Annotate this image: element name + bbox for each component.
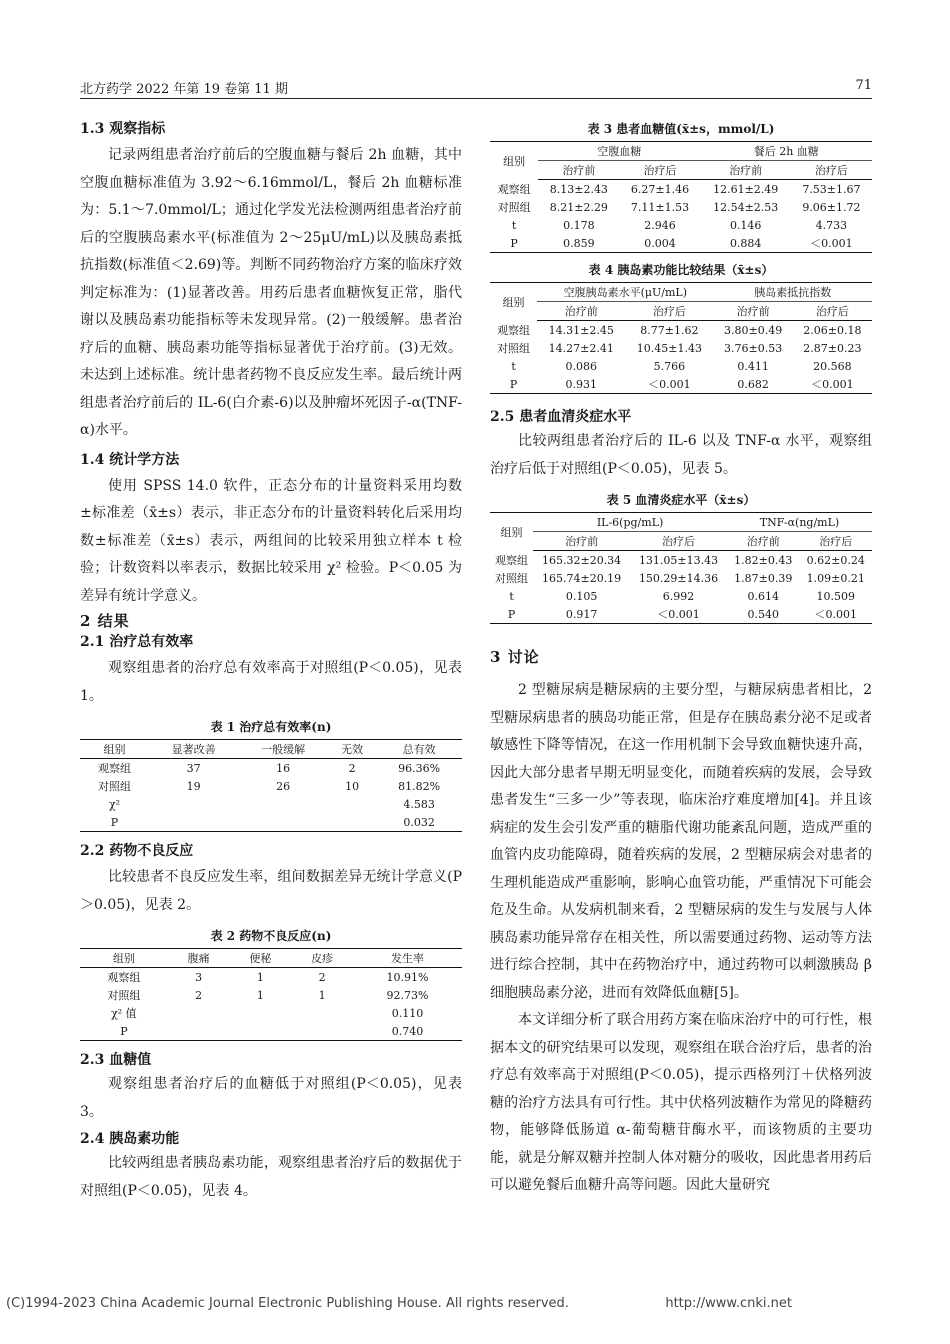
table-1-body — [80, 759, 462, 832]
table-cell: 0.105 — [565, 589, 598, 603]
table-cell: 131.05±13.43 — [638, 553, 719, 567]
table-cell: 7.53±1.67 — [802, 182, 861, 196]
table-4-subheader: 治疗前 — [713, 302, 792, 321]
table-5-group-header: TNF-α(ng/mL) — [727, 513, 872, 532]
table-row — [490, 357, 872, 375]
table-2-header-cell: 腹痛 — [168, 949, 230, 968]
table-cell: 4.583 — [403, 797, 435, 811]
table-5-subheader: 治疗后 — [800, 532, 873, 551]
table-cell: 0.62±0.24 — [806, 553, 865, 567]
table-row — [490, 234, 872, 253]
section-2-1-text: 观察组患者的治疗总有效率高于对照组(P＜0.05)，见表 1。 — [80, 660, 462, 704]
table-cell: 对照组 — [107, 989, 141, 1002]
table-3-caption: 表 3 患者血糖值(x̄±s，mmol/L) — [587, 122, 775, 136]
table-row — [80, 795, 462, 813]
table-1-header-cell: 组别 — [80, 740, 149, 759]
section-3-para-2: 本文详细分析了联合用药方案在临床治疗中的可行性，根据本文的研究结果可以发现，观察组在联合治疗后，患者的治疗总有效率高于对照组(P＜0.05)，提示西格列汀＋伏格列波糖的治疗方法具有可行性。其中伏格列波糖作为常见的降糖药物，能够降低肠道 α-葡萄糖苷酶水平，而该物质的主要功能，就是分解双糖并控制人体对糖分的吸收，因此患者用药后可以避免餐后血糖升高等问题。因此大量研究 — [490, 1012, 872, 1193]
table-cell: 37 — [186, 761, 201, 775]
table-cell: 观察组 — [495, 553, 529, 567]
table-4-subheader: 治疗后 — [793, 302, 872, 321]
table-cell: 0.614 — [747, 589, 779, 603]
table-1 — [80, 739, 462, 832]
section-1-3-text: 记录两组患者治疗前后的空腹血糖与餐后 2h 血糖，其中空腹血糖标准值为 3.92～6.16mmol/L，餐后 2h 血糖标准为：5.1～7.0mmol/L；通过化学发光法检测两组患者治疗前后的空腹胰岛素水平(标准值为 2～25μU/mL)以及胰岛素抵抗指数(标准值＜2.69)等。判断不同药物治疗方案的临床疗效判定标准为：(1)显著改善。用药后患者血糖恢复正常，脂代谢以及胰岛素功能指标等未发现异常。(2)一般缓解。患者治疗后的血糖、胰岛素功能等指标显著优于治疗前。(3)无效。未达到上述标准。统计患者药物不良反应发生率。最后统计两组患者治疗前后的 IL-6(白介素-6)以及肿瘤坏死因子-α(TNF-α)水平。 — [80, 147, 462, 438]
table-cell: 12.61±2.49 — [713, 182, 779, 196]
table-cell: P — [490, 605, 533, 624]
table-cell: 0.682 — [713, 375, 792, 394]
table-cell — [238, 795, 327, 813]
table-cell: 0.110 — [391, 1006, 424, 1020]
table-cell — [149, 795, 238, 813]
table-cell: 14.27±2.41 — [548, 341, 614, 355]
table-cell: 16 — [276, 761, 291, 775]
table-cell — [168, 1022, 230, 1041]
table-row — [490, 321, 872, 340]
table-cell: ＜0.001 — [791, 234, 872, 253]
table-4-corner: 组别 — [490, 283, 537, 321]
table-cell: 8.21±2.29 — [549, 200, 608, 214]
table-cell: 1 — [318, 988, 326, 1002]
table-cell: 观察组 — [107, 971, 141, 984]
table-row — [80, 1022, 462, 1041]
table-5-subheader: 治疗前 — [533, 532, 630, 551]
table-cell: 0.884 — [701, 234, 791, 253]
section-2-5-text: 比较两组患者治疗后的 IL-6 以及 TNF-α 水平，观察组治疗后低于对照组(P＜0.05)，见表 5。 — [490, 433, 872, 477]
table-cell — [328, 813, 376, 832]
table-cell: P — [490, 234, 538, 253]
table-3-subheader: 治疗后 — [619, 161, 700, 180]
table-cell: P — [80, 1022, 168, 1041]
table-cell: 19 — [186, 779, 201, 793]
table-2-header-cell: 发生率 — [353, 949, 462, 968]
table-cell — [230, 1004, 292, 1022]
table-cell: t — [511, 359, 516, 373]
table-cell: 1 — [256, 970, 264, 984]
left-column — [80, 118, 462, 1205]
table-1-header-cell: 显著改善 — [149, 740, 238, 759]
table-4 — [490, 282, 872, 394]
table-cell: 观察组 — [97, 762, 131, 775]
table-cell: 0.411 — [737, 359, 769, 373]
table-row — [490, 180, 872, 199]
table-cell: 4.733 — [815, 218, 848, 232]
table-cell: 2.87±0.23 — [803, 341, 862, 355]
section-2-4-text: 比较两组患者胰岛素功能，观察组患者治疗后的数据优于对照组(P＜0.05)，见表 4。 — [80, 1155, 462, 1199]
table-5-subheader: 治疗前 — [727, 532, 799, 551]
table-row — [80, 813, 462, 832]
section-2-2-title: 2.2 药物不良反应 — [80, 843, 194, 859]
table-cell — [291, 1022, 353, 1041]
table-cell: 6.992 — [662, 589, 695, 603]
table-cell: 2.06±0.18 — [803, 323, 862, 337]
table-row — [490, 216, 872, 234]
table-cell: 20.568 — [813, 359, 852, 373]
table-cell: 对照组 — [497, 342, 531, 355]
table-cell — [230, 1022, 292, 1041]
section-1-4-title: 1.4 统计学方法 — [80, 451, 180, 468]
table-cell: 1.82±0.43 — [734, 553, 793, 567]
table-cell: 81.82% — [398, 779, 441, 793]
table-row — [490, 375, 872, 394]
section-1-4-text: 使用 SPSS 14.0 软件，正态分布的计量资料采用均数±标准差（x̄±s）表示，非正态分布的计量资料转化后采用均数±标准差（x̄±s）表示，两组间的比较采用独立样本 t 检验；计数资料以率表示，数据比较采用 χ² 检验。P＜0.05 为差异有统计学意义。 — [80, 477, 462, 604]
table-2-header-cell: 皮疹 — [291, 949, 353, 968]
table-cell: 0.540 — [727, 605, 799, 624]
table-3 — [490, 141, 872, 253]
table-cell: 5.766 — [653, 359, 686, 373]
section-2-1-title: 2.1 治疗总有效率 — [80, 634, 194, 650]
copyright-notice: (C)1994-2023 China Academic Journal Electronic Publishing House. All rights reserved. — [6, 1296, 569, 1311]
section-2-3-title: 2.3 血糖值 — [80, 1052, 152, 1068]
table-row — [490, 605, 872, 624]
table-cell: ＜0.001 — [630, 605, 727, 624]
table-cell — [149, 813, 238, 832]
table-cell: 7.11±1.53 — [630, 200, 690, 214]
table-cell: 观察组 — [497, 323, 531, 337]
table-4-group-header: 空腹胰岛素水平(μU/mL) — [537, 283, 713, 302]
table-cell: ＜0.001 — [793, 375, 872, 394]
table-cell: 150.29±14.36 — [638, 571, 719, 585]
table-5 — [490, 512, 872, 624]
table-cell: 10.509 — [816, 589, 855, 603]
table-cell: 2.946 — [644, 218, 676, 232]
table-cell — [328, 795, 376, 813]
table-1-caption: 表 1 治疗总有效率(n) — [210, 720, 332, 734]
table-row — [80, 759, 462, 778]
table-4-caption: 表 4 胰岛素功能比较结果（x̄±s） — [588, 263, 774, 277]
table-5-caption: 表 5 血清炎症水平（x̄±s） — [606, 493, 756, 507]
table-cell: χ² — [108, 797, 121, 811]
table-cell: P — [490, 375, 537, 394]
table-cell: ＜0.001 — [800, 605, 873, 624]
table-cell: 1.87±0.39 — [734, 571, 793, 585]
table-cell — [168, 1004, 230, 1022]
table-cell — [238, 813, 327, 832]
section-2-3-text: 观察组患者治疗后的血糖低于对照组(P＜0.05)，见表 3。 — [80, 1076, 462, 1120]
section-1-3-title: 1.3 观察指标 — [80, 121, 166, 137]
table-cell: t — [511, 218, 517, 232]
table-3-body — [490, 180, 872, 253]
table-cell: 对照组 — [497, 201, 531, 214]
table-cell: 26 — [276, 779, 291, 793]
table-4-group-header: 胰岛素抵抗指数 — [713, 283, 872, 302]
section-2-2-text: 比较患者不良反应发生率，组间数据差异无统计学意义(P＞0.05)，见表 2。 — [80, 869, 462, 913]
table-cell: 8.77±1.62 — [640, 323, 699, 337]
table-2 — [80, 948, 462, 1041]
table-cell: 3.76±0.53 — [724, 341, 783, 355]
section-3-para-1: 2 型糖尿病是糖尿病的主要分型，与糖尿病患者相比，2 型糖尿病患者的胰岛功能正常，但是存在胰岛素分泌不足或者敏感性下降等情况，在这一作用机制下会导致血糖快速升高，因此大部分患者早期无明显变化，而随着疾病的发展，会导致患者发生“三多一少”等表现，临床治疗难度增加[4]。并且该病症的发生会引发严重的糖脂代谢功能紊乱问题，造成严重的血管内皮功能障碍，随着疾病的发展，2 型糖尿病会对患者的生理机能造成严重影响，影响心血管功能，严重情况下可能会危及生命。从发病机制来看，2 型糖尿病的发生与发展与人体胰岛素功能异常存在相关性，所以需要通过药物、运动等方法进行综合控制，其中在药物治疗中，通过药物可以刺激胰岛 β 细胞胰岛素分泌，进而有效降低血糖[5]。 — [490, 682, 872, 1001]
table-5-subheader: 治疗后 — [630, 532, 727, 551]
page-number: 71 — [855, 78, 872, 93]
table-cell: 10 — [345, 779, 360, 793]
table-1-header-cell: 总有效 — [376, 740, 462, 759]
table-cell: 0.004 — [619, 234, 700, 253]
table-cell: 0.146 — [729, 218, 762, 232]
table-3-corner: 组别 — [490, 142, 538, 180]
table-cell: 165.74±20.19 — [541, 571, 622, 585]
section-3-title: 3 讨论 — [490, 648, 540, 666]
section-2-4-title: 2.4 胰岛素功能 — [80, 1131, 180, 1147]
table-3-subheader: 治疗后 — [791, 161, 872, 180]
table-row — [490, 551, 872, 570]
table-row — [490, 569, 872, 587]
table-3-subheader: 治疗前 — [701, 161, 791, 180]
table-cell: 0.917 — [533, 605, 630, 624]
table-5-corner: 组别 — [490, 513, 533, 551]
table-4-subheader: 治疗前 — [537, 302, 625, 321]
table-cell: 对照组 — [97, 780, 131, 793]
table-1-header-cell: 一般缓解 — [238, 740, 327, 759]
table-row — [80, 986, 462, 1004]
table-4-subheader: 治疗后 — [625, 302, 713, 321]
table-cell: 观察组 — [497, 182, 531, 196]
table-2-caption: 表 2 药物不良反应(n) — [210, 929, 332, 943]
right-column — [490, 120, 872, 1200]
table-cell: 0.032 — [376, 813, 462, 832]
table-cell: 8.13±2.43 — [549, 182, 608, 196]
table-2-header-cell: 便秘 — [230, 949, 292, 968]
table-cell: 10.91% — [386, 970, 429, 984]
table-cell: 0.178 — [563, 218, 595, 232]
table-cell: 0.931 — [537, 375, 625, 394]
table-cell: 1 — [256, 988, 264, 1002]
table-cell: 12.54±2.53 — [713, 200, 779, 214]
table-cell: 10.45±1.43 — [636, 341, 702, 355]
table-3-group-header: 餐后 2h 血糖 — [701, 142, 872, 161]
journal-issue: 北方药学 2022 年第 19 卷第 11 期 — [80, 82, 288, 97]
table-cell: 6.27±1.46 — [630, 182, 690, 196]
table-cell: 3 — [195, 970, 203, 984]
table-cell: t — [509, 589, 514, 603]
table-cell — [291, 1004, 353, 1022]
table-1-header-cell: 无效 — [328, 740, 376, 759]
table-row — [490, 339, 872, 357]
table-row — [80, 777, 462, 795]
cnki-link[interactable]: http://www.cnki.net — [665, 1296, 792, 1311]
table-2-body — [80, 968, 462, 1041]
table-row — [490, 587, 872, 605]
table-cell: P — [80, 813, 149, 832]
table-cell: 92.73% — [386, 988, 429, 1002]
table-cell: 1.09±0.21 — [806, 571, 865, 585]
table-cell: 3.80±0.49 — [724, 323, 783, 337]
table-cell: 0.859 — [538, 234, 619, 253]
table-3-subheader: 治疗前 — [538, 161, 619, 180]
section-2-5-title: 2.5 患者血清炎症水平 — [490, 409, 632, 425]
table-2-header-cell: 组别 — [80, 949, 168, 968]
table-cell: 9.06±1.72 — [802, 200, 861, 214]
table-5-group-header: IL-6(pg/mL) — [533, 513, 727, 532]
table-cell: 0.740 — [353, 1022, 462, 1041]
table-cell: 14.31±2.45 — [548, 323, 614, 337]
table-cell: 0.086 — [565, 359, 597, 373]
table-cell: 165.32±20.34 — [541, 553, 622, 567]
table-cell: χ² 值 — [111, 1007, 137, 1020]
table-row — [490, 198, 872, 216]
table-3-group-header: 空腹血糖 — [538, 142, 700, 161]
table-cell: ＜0.001 — [625, 375, 713, 394]
table-5-body — [490, 551, 872, 624]
table-cell: 对照组 — [495, 572, 529, 585]
table-row — [80, 1004, 462, 1022]
table-cell: 96.36% — [398, 761, 441, 775]
table-cell: 2 — [348, 761, 356, 775]
running-header — [80, 76, 872, 99]
table-cell: 2 — [195, 988, 203, 1002]
table-cell: 2 — [318, 970, 326, 984]
table-4-body — [490, 321, 872, 394]
table-row — [80, 968, 462, 987]
section-2-title: 2 结果 — [80, 612, 130, 630]
